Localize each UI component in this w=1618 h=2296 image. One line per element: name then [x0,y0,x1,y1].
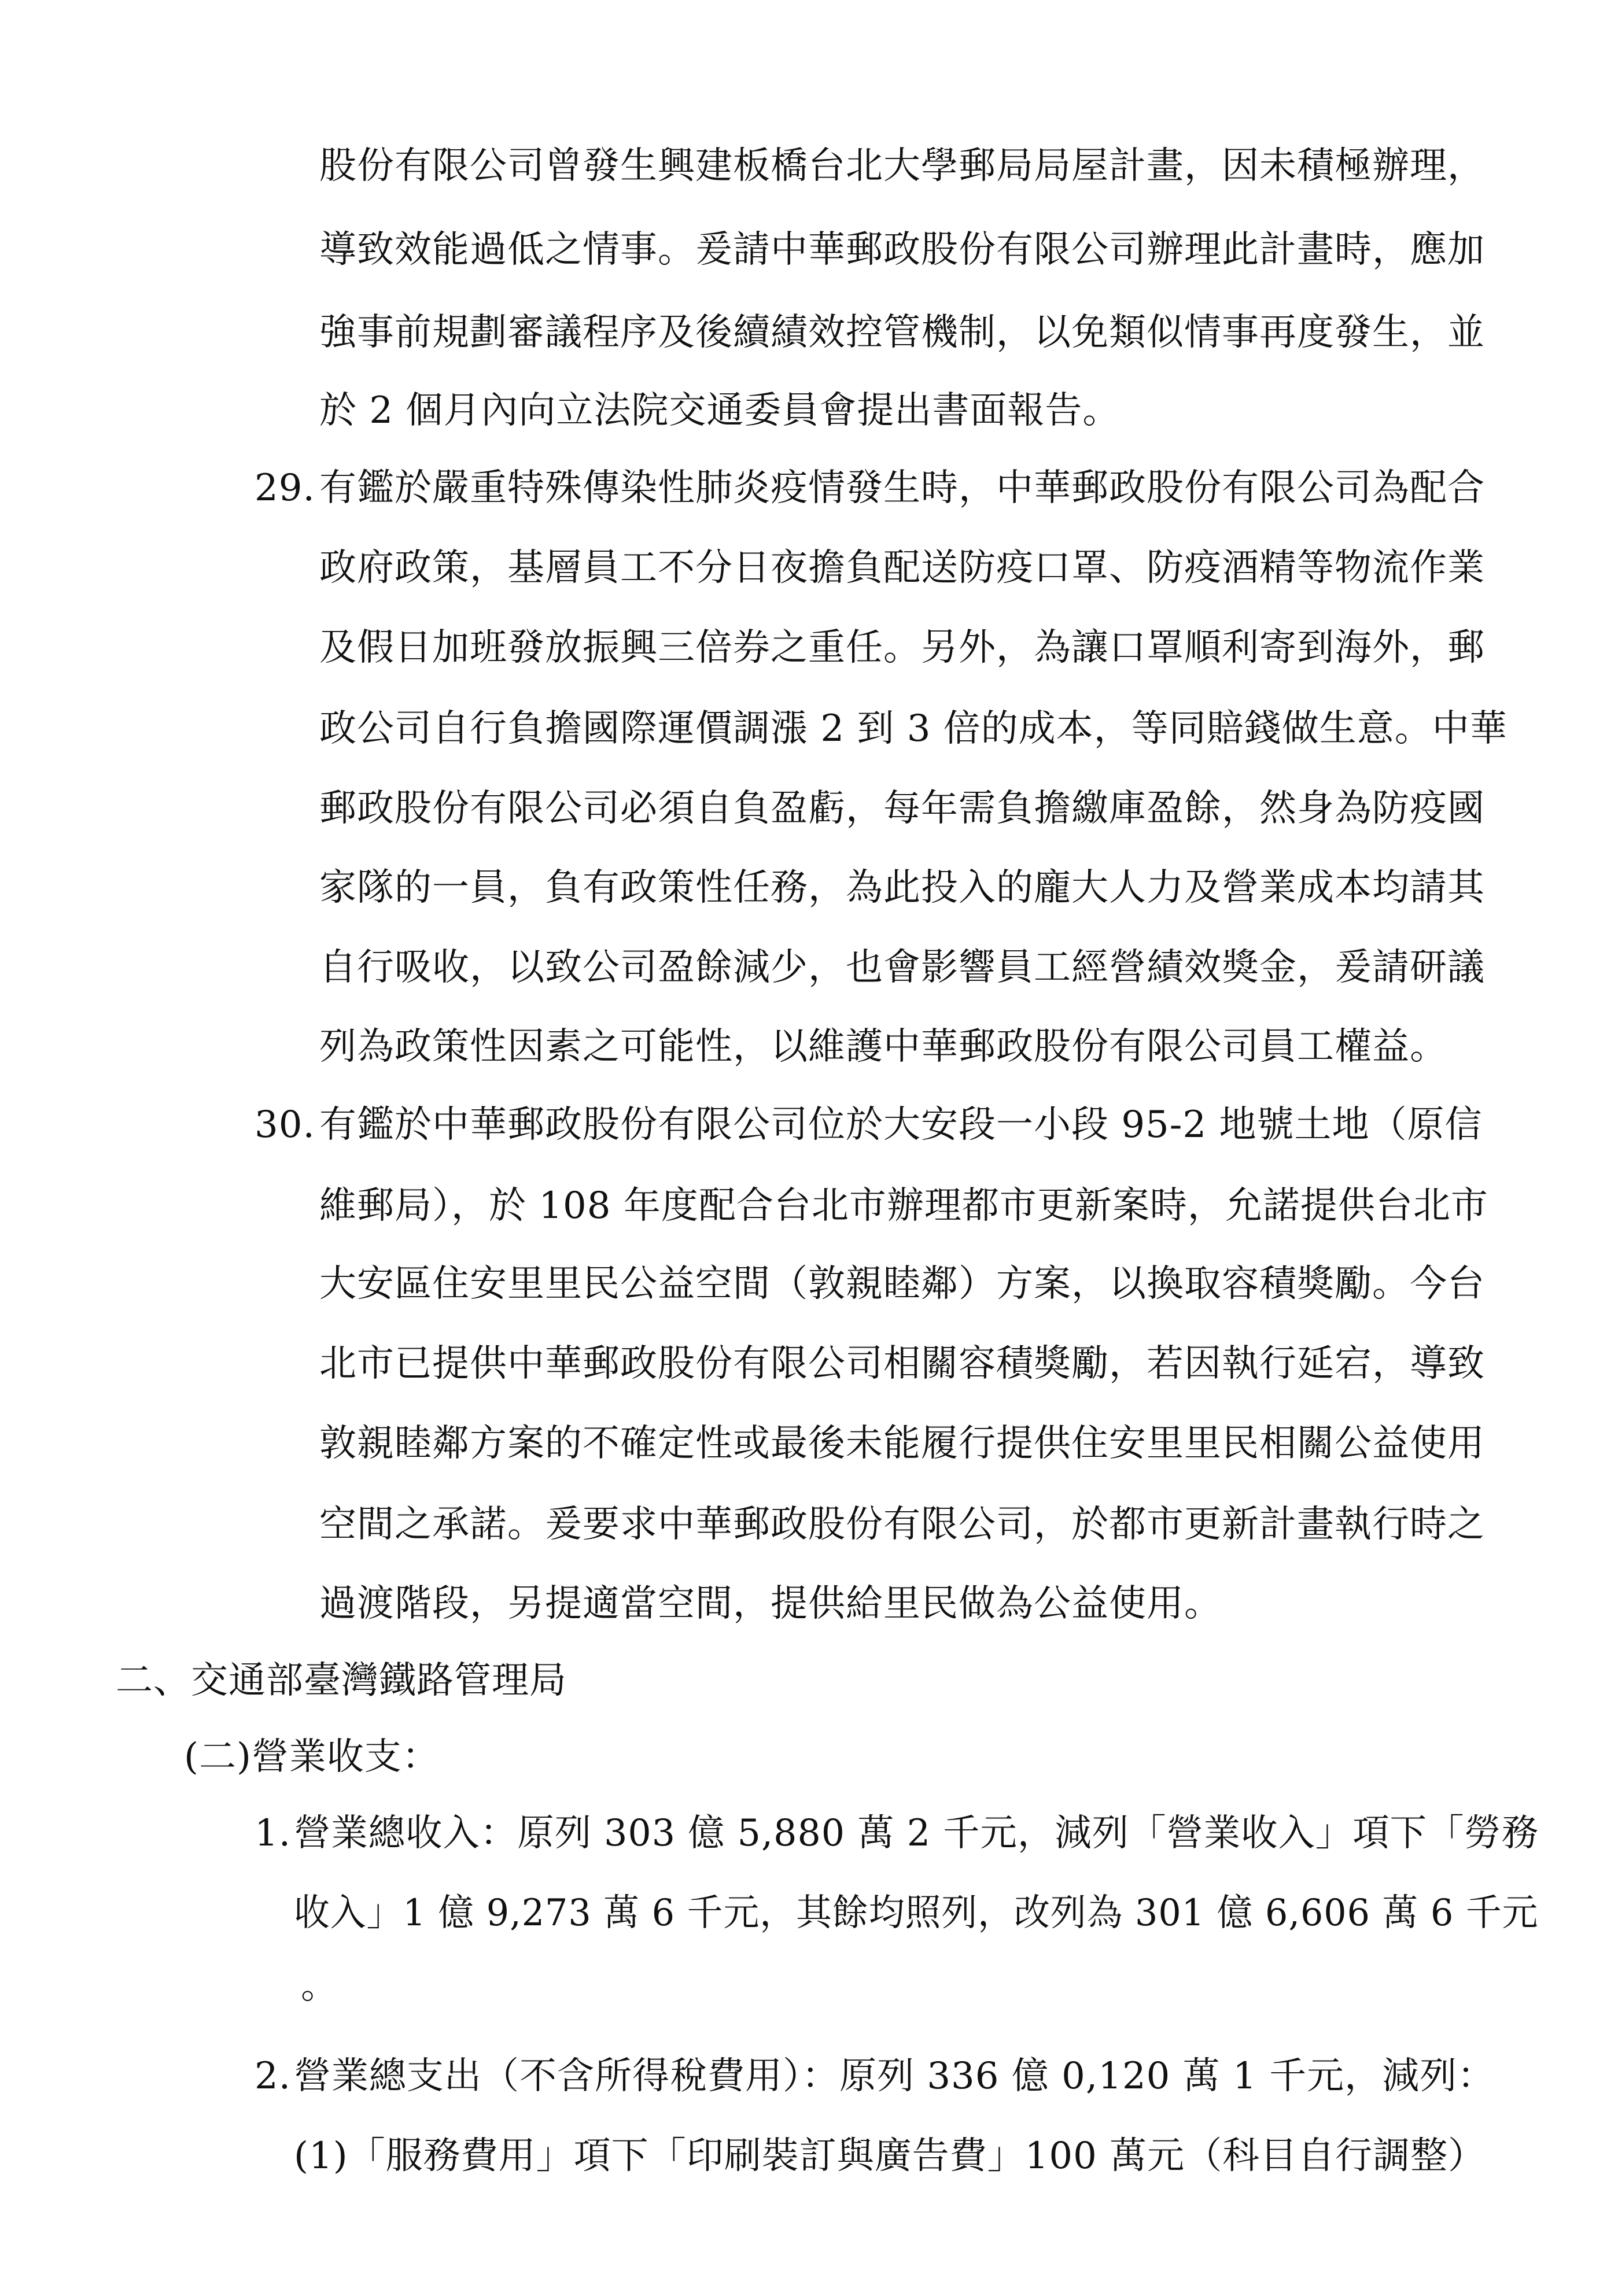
section-item2-number: 2. [255,2055,292,2098]
item28-line-4: 於 2 個月內向立法院交通委員會提出書面報告。 [319,389,1121,432]
section-item2-line-1: 營業總支出（不含所得稅費用）：原列 336 億 0,120 萬 1 千元，減列： [294,2055,1495,2098]
item30-line-2: 維郵局），於 108 年度配合台北市辦理都市更新案時，允諾提供台北市 [319,1184,1488,1227]
item30-line-5: 敦親睦鄰方案的不確定性或最後未能履行提供住安里里民相關公益使用 [319,1422,1485,1465]
item30-number: 30. [255,1103,315,1146]
item29-line-1: 有鑑於嚴重特殊傳染性肺炎疫情發生時，中華郵政股份有限公司為配合 [319,467,1485,510]
item30-line-3: 大安區住安里里民公益空間（敦親睦鄰）方案，以換取容積獎勵。今台 [319,1263,1485,1305]
item30-line-1: 有鑑於中華郵政股份有限公司位於大安段一小段 95-2 地號土地（原信 [319,1103,1483,1146]
item29-line-8: 列為政策性因素之可能性，以維護中華郵政股份有限公司員工權益。 [319,1025,1447,1068]
item29-line-3: 及假日加班發放振興三倍券之重任。另外，為讓口罩順利寄到海外，郵 [319,626,1485,669]
item28-line-3: 強事前規劃審議程序及後續績效控管機制，以免類似情事再度發生，並 [319,311,1485,354]
item29-line-7: 自行吸收，以致公司盈餘減少，也會影響員工經營績效獎金，爰請研議 [319,946,1485,989]
item29-line-2: 政府政策，基層員工不分日夜擔負配送防疫口罩、防疫酒精等物流作業 [319,547,1485,589]
item30-line-7: 過渡階段，另提適當空間，提供給里民做為公益使用。 [319,1582,1222,1625]
item28-line-2: 導致效能過低之情事。爰請中華郵政股份有限公司辦理此計畫時，應加 [319,228,1485,271]
section-subheading: (二)營業收支： [184,1736,440,1778]
section-item2-line-2: (1)「服務費用」項下「印刷裝訂與廣告費」100 萬元（科目自行調整） [294,2135,1486,2177]
section-item1-line-1: 營業總收入：原列 303 億 5,880 萬 2 千元，減列「營業收入」項下「勞務 [294,1812,1539,1855]
item30-line-6: 空間之承諾。爰要求中華郵政股份有限公司，於都市更新計畫執行時之 [319,1503,1485,1546]
section-item1-number: 1. [255,1812,292,1855]
section-item1-line-3: 。 [301,1965,338,2007]
section-heading: 二、交通部臺灣鐵路管理局 [116,1659,567,1702]
section-item1-line-2: 收入」1 億 9,273 萬 6 千元，其餘均照列，改列為 301 億 6,606 萬 6 千元 [294,1892,1539,1935]
item29-number: 29. [255,467,315,510]
item29-line-4: 政公司自行負擔國際運價調漲 2 到 3 倍的成本，等同賠錢做生意。中華 [319,707,1508,750]
item28-line-1: 股份有限公司曾發生興建板橋台北大學郵局局屋計畫，因未積極辦理， [319,145,1485,187]
item29-line-5: 郵政股份有限公司必須自負盈虧，每年需負擔繳庫盈餘，然身為防疫國 [319,787,1485,830]
item30-line-4: 北市已提供中華郵政股份有限公司相關容積獎勵，若因執行延宕，導致 [319,1342,1485,1385]
item29-line-6: 家隊的一員，負有政策性任務，為此投入的龐大人力及營業成本均請其 [319,866,1485,909]
